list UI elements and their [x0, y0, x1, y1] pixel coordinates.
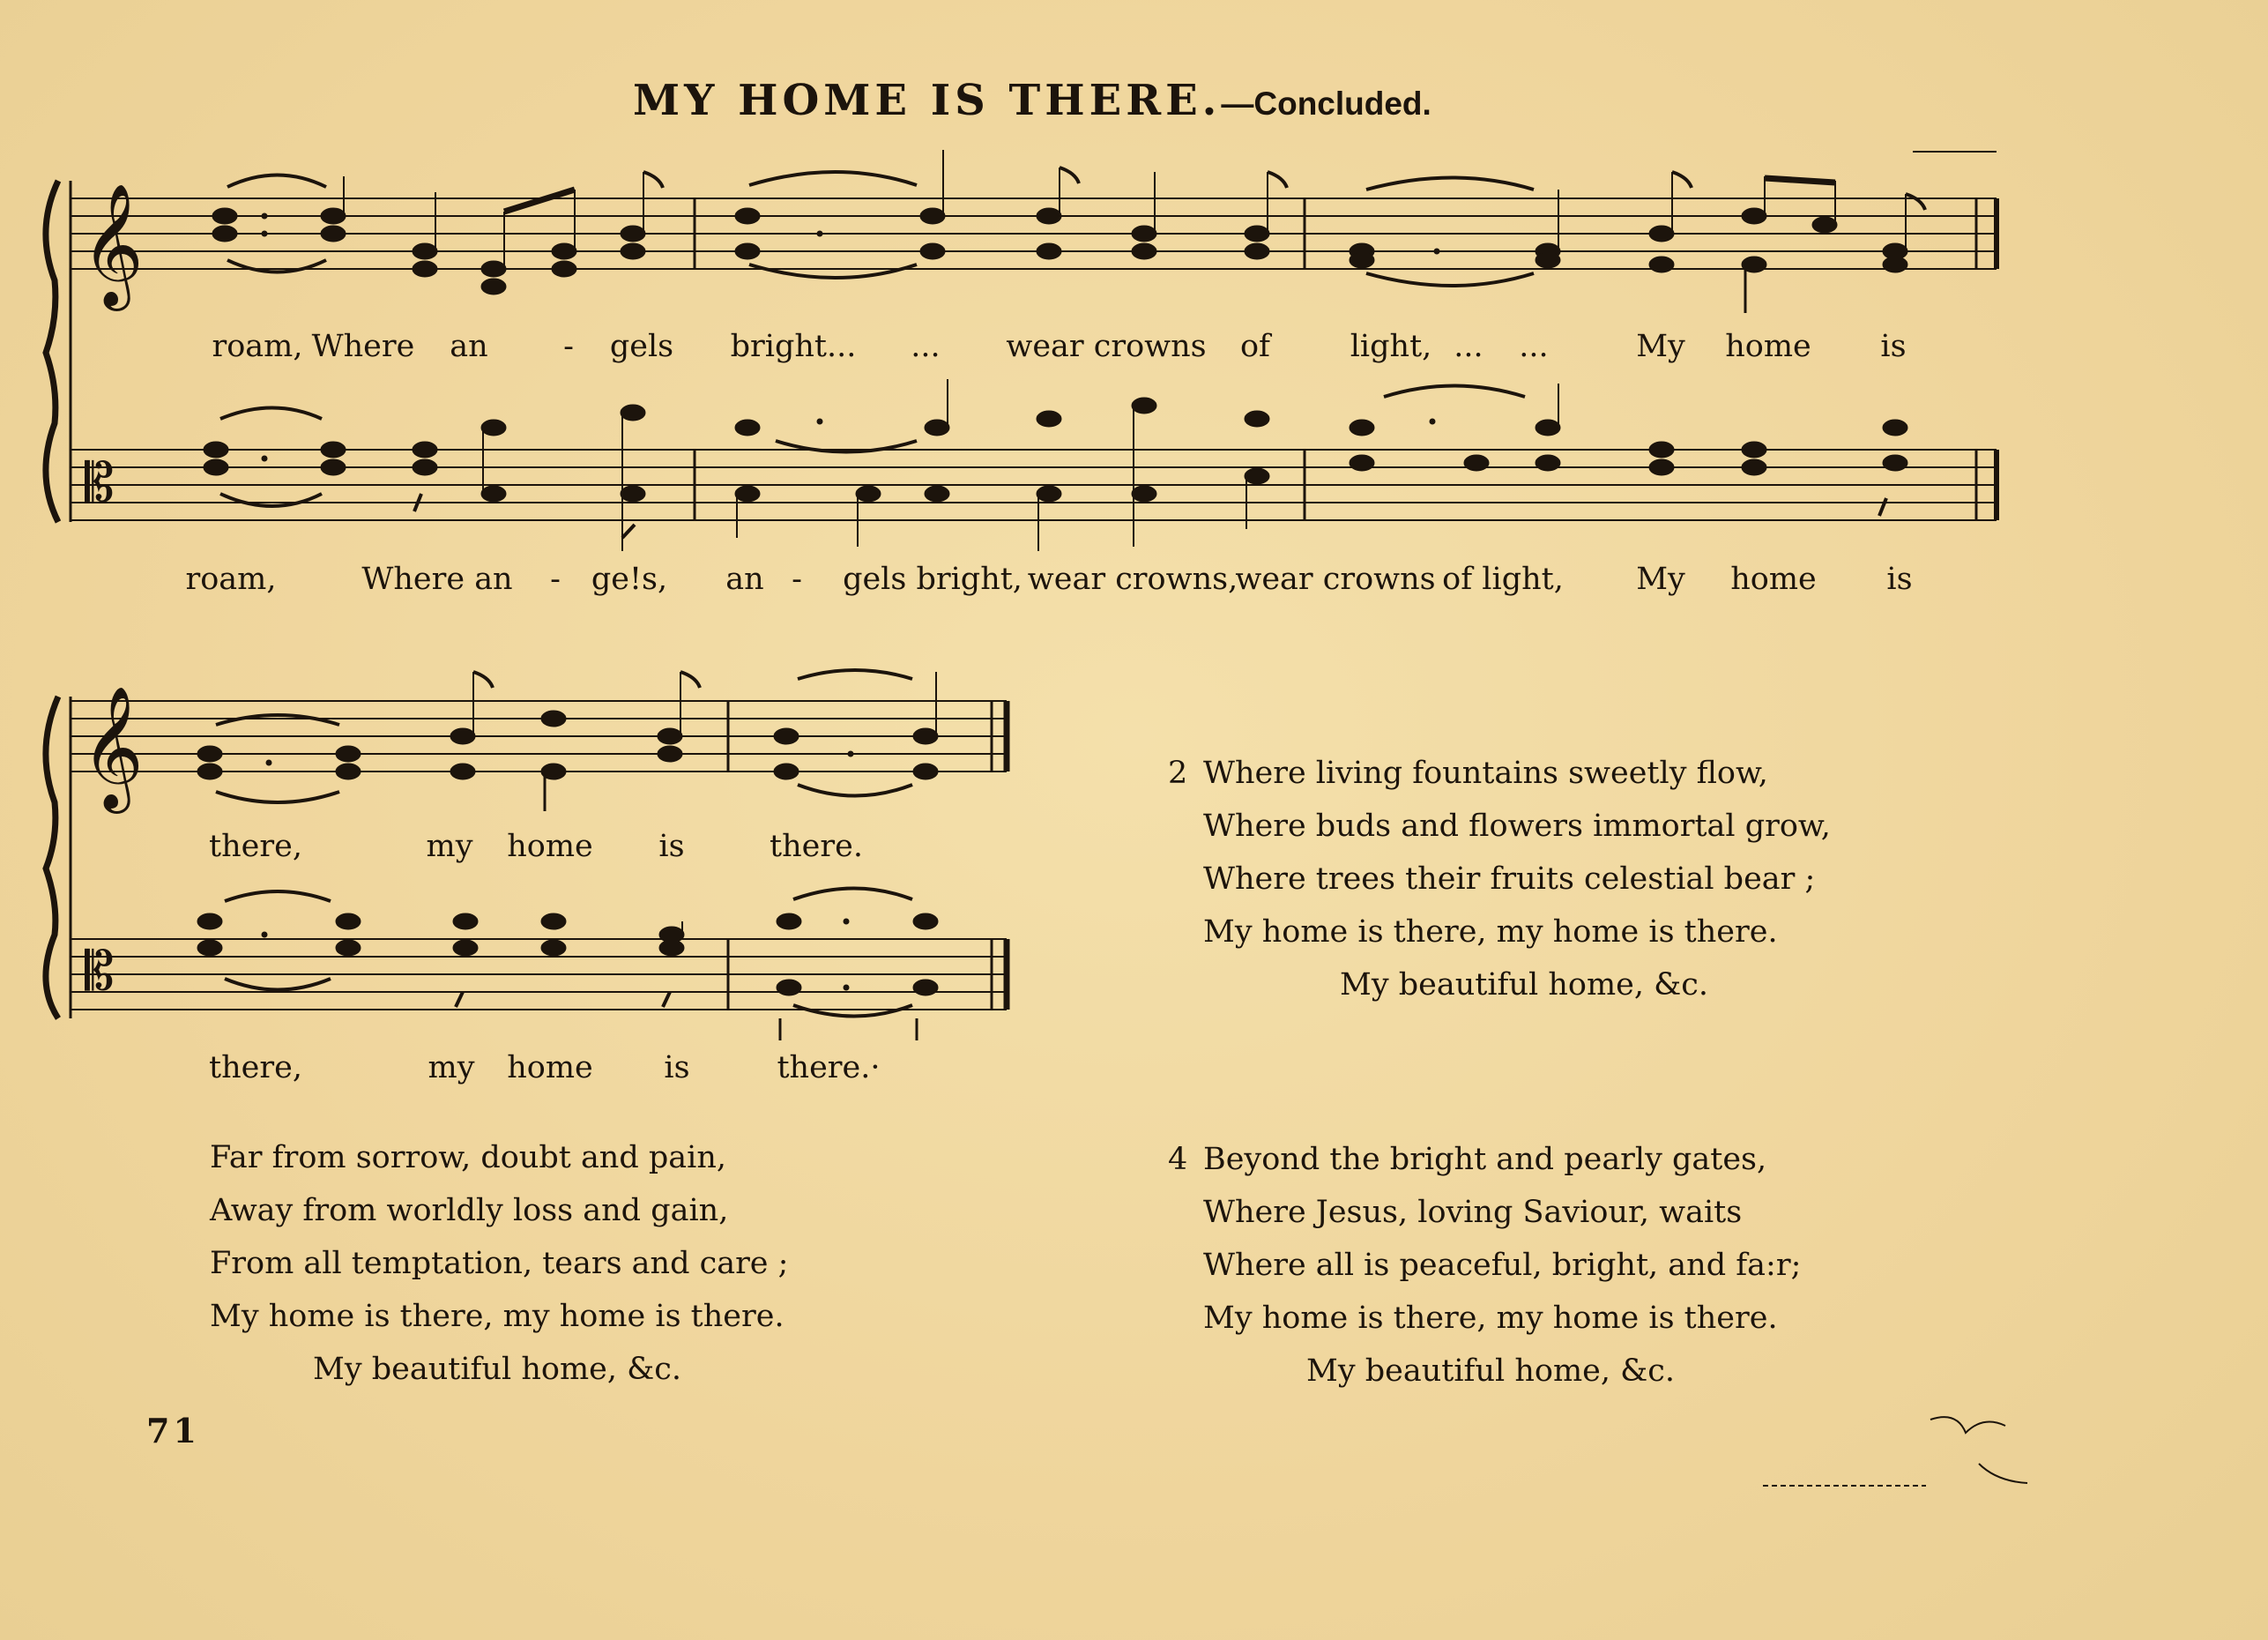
lyric-word: My: [1636, 562, 1685, 597]
system-1-treble-staff: [71, 198, 1997, 269]
verse-line: Where living fountains sweetly flow,: [1203, 756, 1768, 791]
lyric-word: home: [507, 1050, 593, 1085]
lyric-word: ...: [1519, 329, 1549, 364]
verse-refrain: My beautiful home, &c.: [313, 1352, 681, 1387]
lyric-word: -: [563, 329, 574, 364]
verse-line: Far from sorrow, doubt and pain,: [210, 1140, 727, 1175]
lyric-word: ge!s,: [591, 562, 668, 597]
treble-clef-icon-2: 𝄞: [81, 686, 144, 809]
lyric-word: home: [507, 829, 593, 864]
verse-line: Where trees their fruits celestial bear ;: [1203, 861, 1816, 897]
lyric-word: wear crowns: [1235, 562, 1436, 597]
lyric-word: gels: [609, 329, 674, 364]
lyric-word: an: [725, 562, 764, 597]
system-2-treble-notes: [197, 670, 938, 811]
verse-line: My home is there, my home is there.: [1203, 1301, 1778, 1336]
verse-number: 4: [1168, 1142, 1188, 1177]
lyric-word: home: [1725, 329, 1811, 364]
lyric-word: light,: [1350, 329, 1432, 364]
verse-refrain: My beautiful home, &c.: [1340, 967, 1708, 1003]
system-1-treble-notes: [212, 150, 1925, 313]
verse-line: Where buds and flowers immortal grow,: [1203, 809, 1831, 844]
verse-line: My home is there, my home is there.: [210, 1299, 785, 1334]
lyric-word: roam,: [185, 562, 277, 597]
verse-line: From all temptation, tears and care ;: [210, 1246, 789, 1281]
lyric-word: there.·: [777, 1050, 881, 1085]
treble-clef-icon: 𝄞: [81, 183, 144, 306]
verse-line: Where Jesus, loving Saviour, waits: [1203, 1195, 1743, 1230]
verse-refrain: My beautiful home, &c.: [1306, 1353, 1675, 1389]
lyric-word: wear crowns,: [1027, 562, 1238, 597]
lyric-word: wear crowns: [1006, 329, 1207, 364]
lyric-word: gels bright,: [843, 562, 1022, 597]
lyric-word: bright...: [730, 329, 857, 364]
verse-line: Away from worldly loss and gain,: [210, 1193, 729, 1228]
lyric-word: is: [658, 829, 685, 864]
title-suffix: —Concluded.: [1221, 86, 1431, 122]
lyric-word: is: [1886, 562, 1913, 597]
lyric-word: there.: [770, 829, 863, 864]
lyric-word: there,: [209, 829, 302, 864]
lyric-word: is: [1880, 329, 1907, 364]
lyric-word: -: [792, 562, 802, 597]
system-2-bass-notes: [197, 889, 938, 1041]
lyric-word: my: [428, 1050, 475, 1085]
lyric-word: my: [426, 829, 473, 864]
lyric-word: is: [664, 1050, 690, 1085]
lyric-word: an: [450, 329, 488, 364]
lyric-word: there,: [209, 1050, 302, 1085]
lyric-word: ...: [911, 329, 941, 364]
bass-clef-icon: 𝄡: [85, 452, 115, 514]
lyric-word: of light,: [1442, 562, 1564, 597]
lyric-word: ...: [1454, 329, 1483, 364]
verse-line: My home is there, my home is there.: [1203, 914, 1778, 950]
lyric-word: of: [1239, 329, 1271, 364]
verse-number: 2: [1168, 756, 1188, 791]
lyric-word: home: [1730, 562, 1817, 597]
lyric-word: -: [550, 562, 561, 597]
system-1-bass-notes: [204, 379, 1907, 551]
system-1-bass-staff: [71, 450, 1997, 520]
lyric-word: Where: [311, 329, 415, 364]
system-1-brace: [46, 181, 71, 522]
lyric-word: roam,: [212, 329, 303, 364]
system-2-brace: [46, 697, 71, 1018]
lyric-word: Where an: [361, 562, 513, 597]
verse-line: Beyond the bright and pearly gates,: [1203, 1142, 1767, 1177]
page-number: 71: [146, 1411, 200, 1450]
title-main: MY HOME IS THERE.: [633, 76, 1222, 125]
bass-clef-icon-2: 𝄡: [85, 941, 115, 1003]
verse-line: Where all is peaceful, bright, and fa:r;: [1203, 1248, 1802, 1283]
lyric-word: My: [1636, 329, 1685, 364]
